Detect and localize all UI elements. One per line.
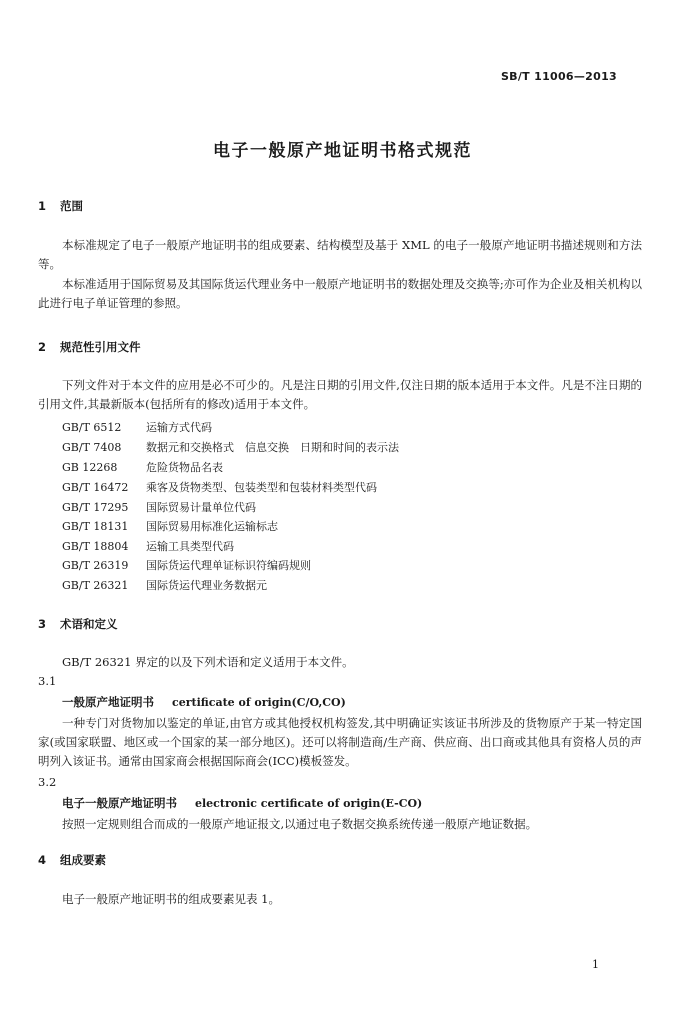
term-heading [62, 694, 346, 710]
section-3-intro: GB/T 26321 界定的以及下列术语和定义适用于本文件。 [62, 655, 354, 669]
reference-code: GB/T 6512 [62, 421, 122, 434]
reference-item [62, 557, 311, 573]
reference-item [62, 419, 212, 435]
section-2-intro: 下列文件对于本文件的应用是必不可少的。凡是注日期的引用文件,仅注日期的版本适用于本文件。凡是不注日期的引用文件,其最新版本(包括所有的修改)适用于本文件。 [38, 378, 642, 411]
section-title: 组成要素 [60, 853, 106, 867]
reference-title: 运输工具类型代码 [146, 540, 234, 553]
reference-title: 危险货物品名表 [146, 461, 223, 474]
reference-code: GB/T 26319 [62, 559, 129, 572]
reference-title: 国际贸易计量单位代码 [146, 501, 256, 514]
section-3-heading [38, 616, 118, 632]
section-1-paragraph-1: 本标准规定了电子一般原产地证明书的组成要素、结构模型及基于 XML 的电子一般原产地证明书描述规则和方法等。 [38, 238, 642, 271]
term-definition: 按照一定规则组合而成的一般原产地证报文,以通过电子数据交换系统传递一般原产地证数据。 [62, 817, 538, 831]
section-1-paragraph-2: 本标准适用于国际贸易及其国际货运代理业务中一般原产地证明书的数据处理及交换等;亦可作为企业及相关机构以此进行电子单证管理的参照。 [38, 277, 642, 310]
section-1-heading [38, 198, 83, 214]
section-4-heading [38, 852, 106, 868]
reference-code: GB 12268 [62, 461, 118, 474]
reference-title: 乘客及货物类型、包装类型和包装材料类型代码 [146, 481, 377, 494]
reference-code: GB/T 26321 [62, 579, 129, 592]
reference-item [62, 459, 223, 475]
reference-code: GB/T 18804 [62, 540, 129, 553]
reference-code: GB/T 17295 [62, 501, 129, 514]
section-number: 2 [38, 340, 47, 354]
reference-item [62, 479, 377, 495]
term-number: 3.2 [38, 775, 57, 789]
reference-item [62, 518, 278, 534]
section-4-paragraph: 电子一般原产地证明书的组成要素见表 1。 [62, 892, 280, 906]
standard-code: SB/T 11006—2013 [500, 70, 617, 83]
section-title: 术语和定义 [60, 617, 118, 631]
reference-title: 数据元和交换格式 信息交换 日期和时间的表示法 [146, 441, 399, 454]
term-zh: 一般原产地证明书 [62, 695, 154, 709]
reference-code: GB/T 16472 [62, 481, 129, 494]
page-number: 1 [592, 958, 599, 971]
reference-item [62, 439, 399, 455]
section-title: 规范性引用文件 [60, 340, 141, 354]
reference-code: GB/T 7408 [62, 441, 122, 454]
term-zh: 电子一般原产地证明书 [62, 796, 177, 810]
reference-code: GB/T 18131 [62, 520, 129, 533]
document-title: 电子一般原产地证明书格式规范 [213, 141, 472, 161]
reference-title: 国际货运代理单证标识符编码规则 [146, 559, 311, 572]
term-number: 3.1 [38, 674, 57, 688]
reference-title: 运输方式代码 [146, 421, 212, 434]
reference-item [62, 577, 267, 593]
term-heading [62, 795, 422, 811]
reference-title: 国际贸易用标准化运输标志 [146, 520, 278, 533]
term-en: electronic certificate of origin(E-CO) [195, 797, 423, 810]
section-number: 1 [38, 199, 47, 213]
reference-item [62, 499, 256, 515]
reference-item [62, 538, 234, 554]
section-title: 范围 [60, 199, 83, 213]
reference-title: 国际货运代理业务数据元 [146, 579, 267, 592]
section-number: 3 [38, 617, 47, 631]
section-2-heading [38, 339, 141, 355]
section-number: 4 [38, 853, 47, 867]
term-en: certificate of origin(C/O,CO) [172, 696, 346, 709]
term-definition: 一种专门对货物加以鉴定的单证,由官方或其他授权机构签发,其中明确证实该证书所涉及的货物原产于某一特定国家(或国家联盟、地区或一个国家的某一部分地区)。还可以将制造商/生产商、供应商、出口商或其他具有资格人员的声明列入该证书。通常由国家商会根据国际商会(ICC)模板签发。 [38, 716, 642, 768]
